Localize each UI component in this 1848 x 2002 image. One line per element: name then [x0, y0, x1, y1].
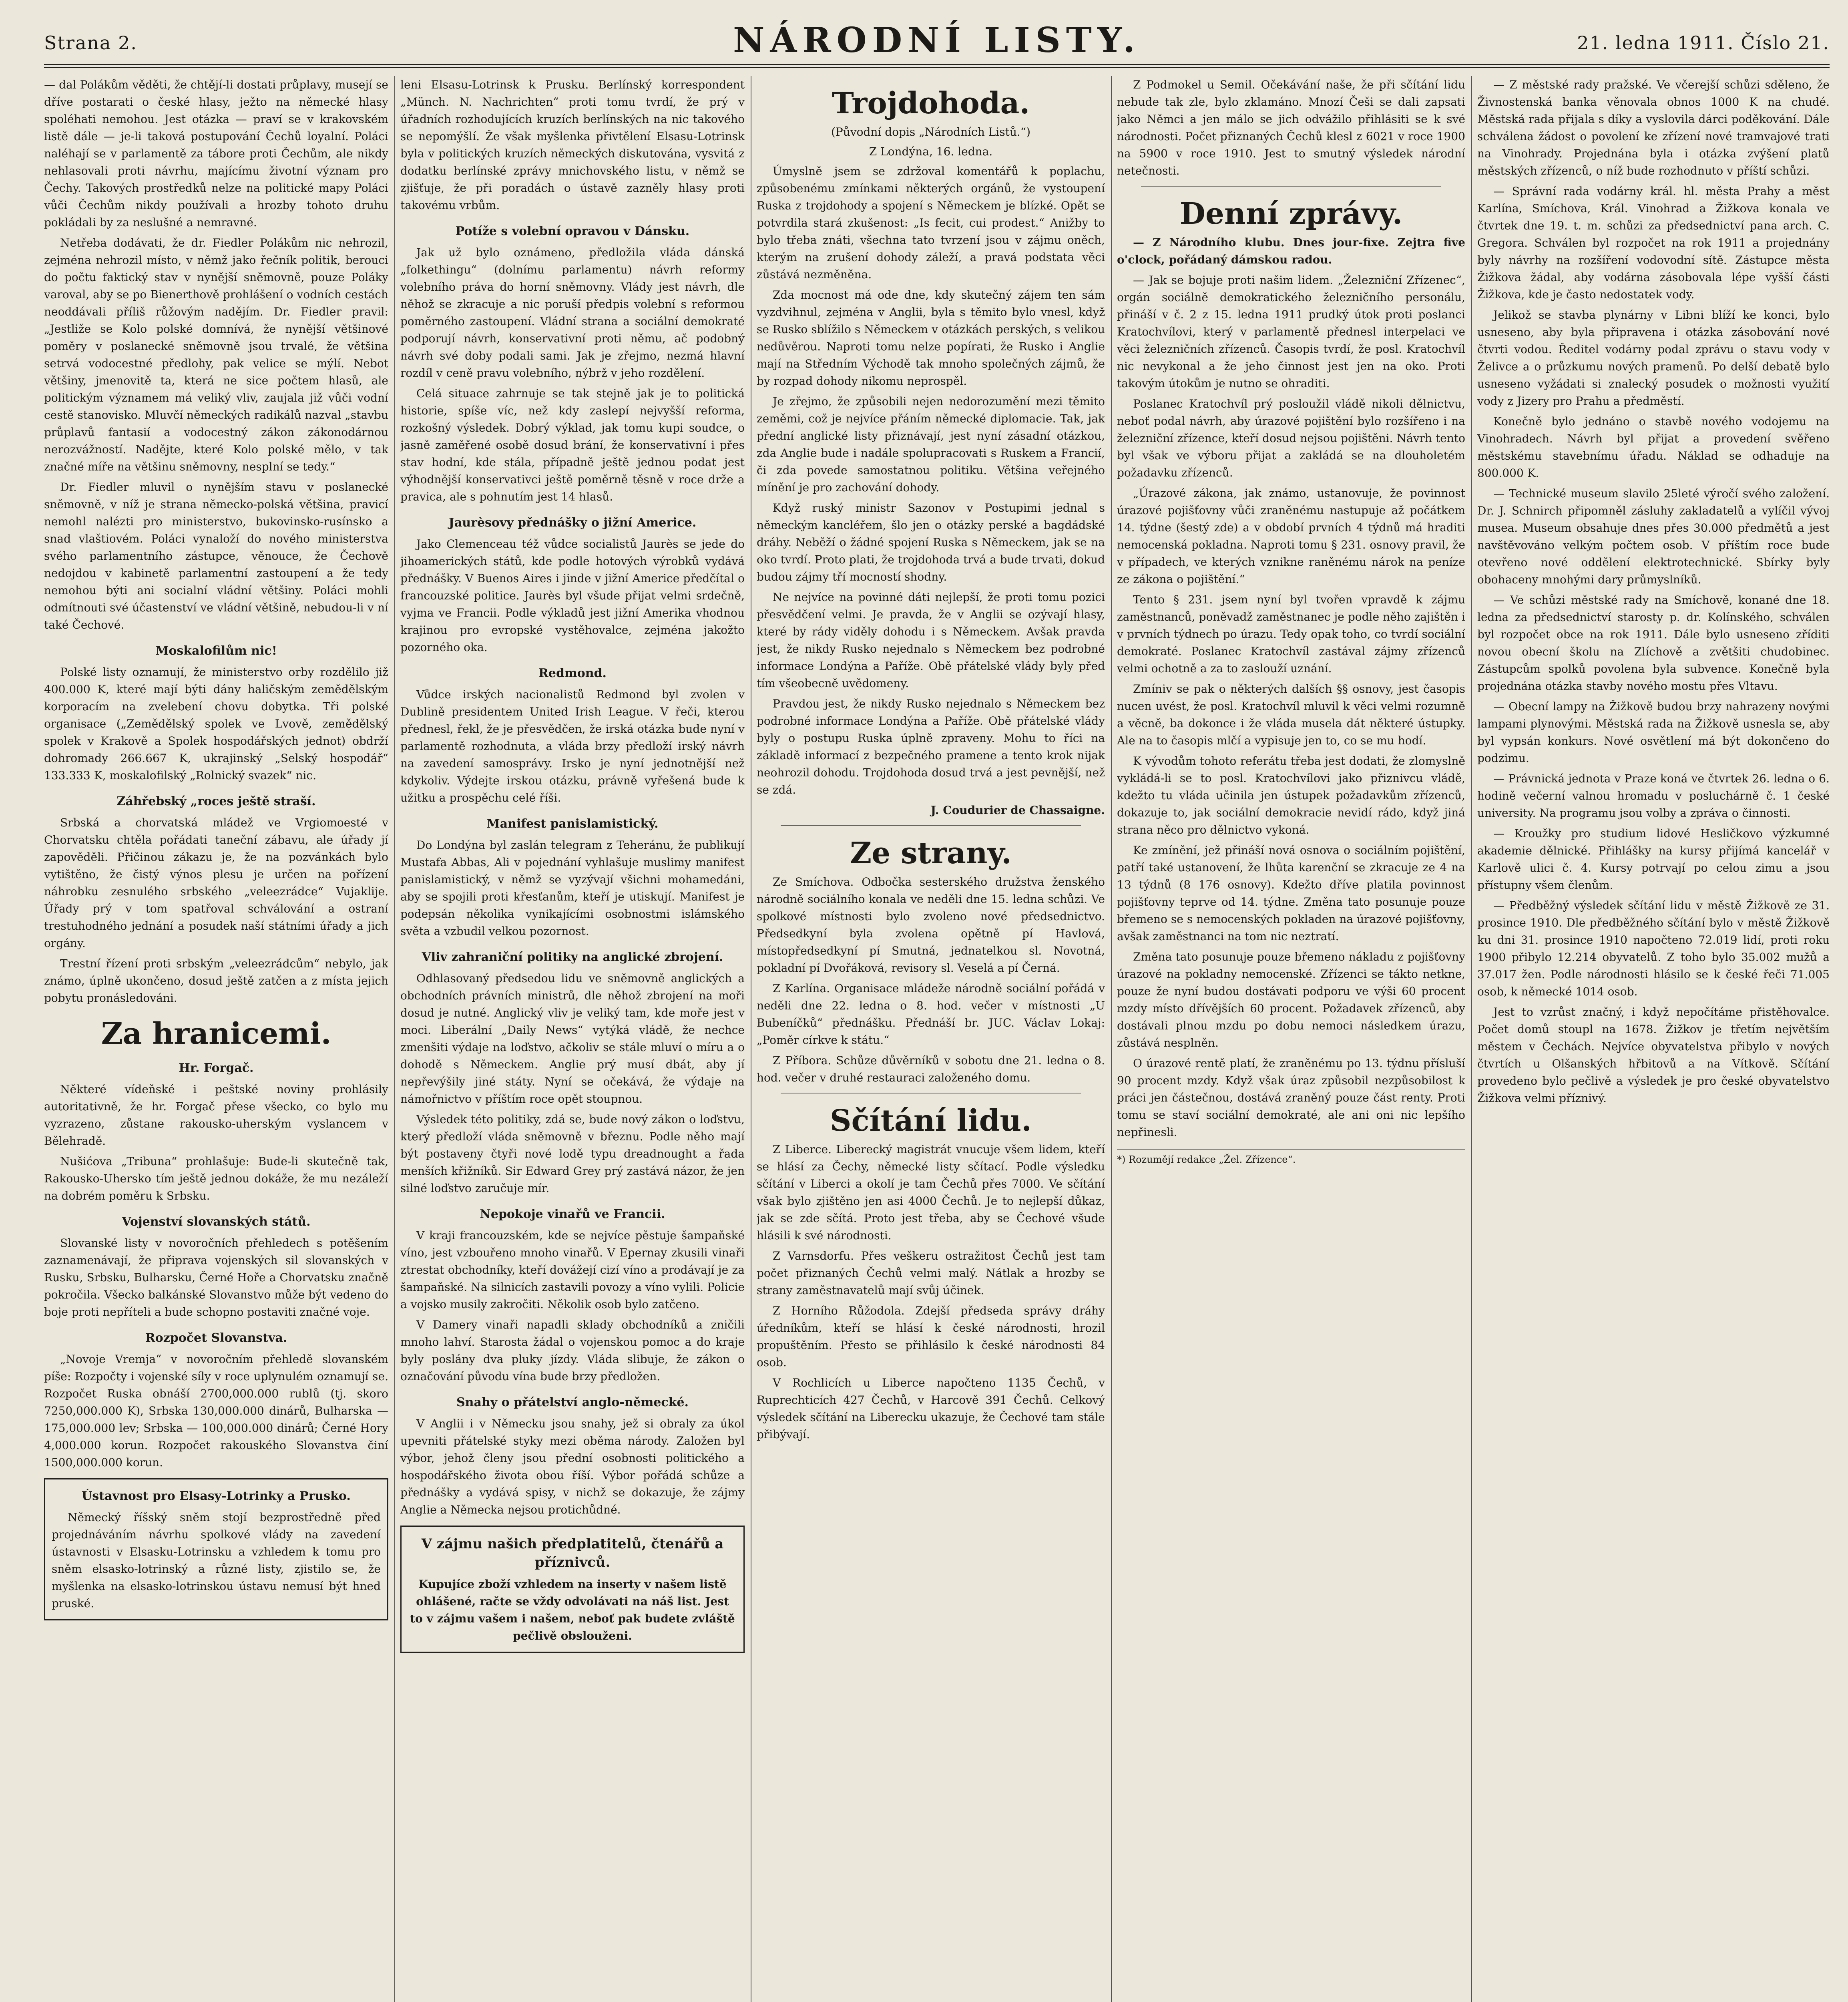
article-heading: Rozpočet Slovanstva. [145, 1331, 287, 1345]
paragraph: Z Liberce. Liberecký magistrát vnucuje všem lidem, kteří se hlásí za Čechy, německé listy sčítací. Podle výsledku sčítání v Liberci a okolí je tam Čechů přes 7000. Ve sčítání však bylo zjištěno jen asi 4000 Čechů. Je to nejlepší důkaz, jak se zde sčítá. Proto jest třeba, aby se Čechové všude hlásili k své národnosti. [757, 1143, 1105, 1242]
paragraph: Srbská a chorvatská mládež ve Vrgiomoesté v Chorvatsku chtěla pořádati taneční zábavu, ale úřady jí zapověděli. Přičinou zákazu je, že na pozvánkách bylo vytištěno, že čistý výnos plesu je určen na pořízení náhrobku zesnulého srbského „veleezrádce“ Vujaklije. Úřady prý v tom spatřoval schválování a ostraní trestuhodného jednání a posudek naší státními úřady a jich orgány. [44, 816, 388, 950]
paragraph: Pravdou jest, že nikdy Rusko nejednalo s Německem bez podrobné informace Londýna a Paříže. Obě přátelské vlády byly o postupu Ruska úplně zpraveny. Mohu to říci na základě informací z bezpečného pramene a tento krok nijak neohrozil dohodu. Trojdohoda dosud trvá a jest pevnější, než se zdá. [757, 697, 1105, 796]
divider [781, 825, 1081, 826]
footnote: *) Rozumějí redakce „Žel. Zřízence“. [1117, 1149, 1465, 1166]
paragraph: Když ruský ministr Sazonov v Postupimi jednal s německým kancléřem, šlo jen o otázky perské a bagdádské dráhy. Neběží o žádné spojení Ruska s Německem, jak se na oko tvrdí. Proto plati, že trojdohoda trvá a bude trvati, dokud budou zájmy tří mocností shodny. [757, 501, 1105, 583]
paragraph: Z Horního Růžodola. Zdejší předseda správy dráhy úředníkům, kteří se hlásí k české národnosti, hrozil propuštěním. Přesto se přihlásilo k české národnosti 84 osob. [757, 1304, 1105, 1369]
column-3 [757, 76, 1105, 2002]
paragraph: Ze Smíchova. Odbočka sesterského družstva ženského národně sociálního konala ve neděli dne 15. ledna schůzi. Ve spolkové místnosti bylo zvoleno nové předsednictvo. Předsedkyní byla zvolena opětně pí Havlová, místopředsedkyní pí Smutná, jednatelkou sl. Novotná, pokladní pí Dvořáková, revisory sl. Veselá a pí Černá. [757, 875, 1105, 975]
article-heading: Potíže s volební opravou v Dánsku. [455, 224, 690, 238]
paragraph: Zda mocnost má ode dne, kdy skutečný zájem ten sám vyzdvihnul, zejména v Anglii, byla s těmito bylo vnesl, když se Rusko sblížilo s Německem v otázkách perských, s velikou nedůvěrou. Naproti tomu nelze popírati, že Rusko i Anglie mají na Středním Východě tak mnoho společných zájmů, že by rozpad dohody nikomu neprospěl. [757, 288, 1105, 388]
article-heading: Ústavnost pro Elsasy-Lotrinky a Prusko. [82, 1489, 351, 1503]
page-number: Strana 2. [44, 32, 137, 54]
paragraph: Odhlasovaný předsedou lidu ve sněmovně anglických a obchodních právních ministrů, dle něhož zbrojení na moři dosud je nutné. Anglický vliv je veliký tam, kde moře jest v moci. Liberální „Daily News“ vytýká vládě, že nechce zmenšiti výdaje na loďstvo, ačkoliv se stále mluví o míru a o dohodě s Německem. Anglie prý musí dbát, aby jí nepřevýšily jiné státy. Nyní se očekává, že výdaje na námořnictvo v příštím roce opět stoupnou. [400, 972, 745, 1106]
subscriber-notice [400, 1526, 745, 1653]
paragraph: Dr. Fiedler mluvil o nynějším stavu v poslanecké sněmovně, v níž je strana německo-polská většina, pravicí nemohl nalézti pro ministerstvo, bukovinsko-rusínsko a snad vlaštiovém. Poláci vynaloží do nového ministerstva svého parlamentního zástupce, věnouce, že Čechově nedojdou v kabinetě parlamentní zastoupení a že tedy nemohou býti ani socialní vládní většiny. Poláci mohli odmítnouti své účastenství ve vládní většině, nebudou-li v ní také Čechové. [44, 480, 388, 631]
issue-date: 21. ledna 1911. Číslo 21. [1577, 32, 1830, 54]
paragraph: — Správní rada vodárny král. hl. města Prahy a měst Karlína, Smíchova, Král. Vinohrad a Žižkova konala ve čtvrtek dne 19. t. m. schůzi za předsednictví pana arch. C. Gregora. Schválen byl rozpočet na rok 1911 a projednány byly návrhy na rozšíření vodovodní sítě. Zástupce města Žižkova žádal, aby vodárna zásobovala lépe vyšší části Žižkova, kde je často nedostatek vody. [1477, 185, 1830, 301]
column-5 [1477, 76, 1830, 2002]
paragraph: Z Karlína. Organisace mládeže národně sociální pořádá v neděli dne 22. ledna o 8. hod. večer v místnosti „U Bubeníčků“ přednášku. Přednáší br. JUC. Václav Lokaj: „Poměr církve k státu.“ [757, 982, 1105, 1047]
column-rule [1471, 76, 1472, 2002]
paragraph: „Úrazové zákona, jak známo, ustanovuje, že povinnost úrazové pojišťovny vůči zraněnému nastupuje až počátkem 14. týdne (šestý zde) a v období prvních 4 týdnů má hraditi nemocenská pokladna. Naproti tomu § 231. osnovy pravil, že v případech, ve kterých vznikne raněnému nárok na peníze ze zákona o pojištění.“ [1117, 486, 1465, 586]
paragraph: — Technické museum slavilo 25leté výročí svého založení. Dr. J. Schnirch připomněl zásluhy zakladatelů a vylíčil vývoj musea. Museum obsahuje dnes přes 30.000 předmětů a jest navštěvováno velkým počtem osob. V příštím roce bude otevřeno nové oddělení elektrotechnické. Sbírky byly obohaceny mnohými dary průmyslníků. [1477, 487, 1830, 586]
paragraph: Poslanec Kratochvíl prý posloužil vládě nikoli dělnictvu, neboť podal návrh, aby úrazové pojištění bylo rozšířeno i na železniční zřízence, kteří dosud nejsou pojištěni. Návrh tento byl však ve výboru přijat a zakládá se na dlouholetém požadavku zřízenců. [1117, 397, 1465, 479]
paragraph: Změna tato posunuje pouze břemeno nákladu z pojišťovny úrazové na pokladny nemocenské. Zřízenci se tákto netkne, pouze že nyní budou dostávati podporu ve výši 60 procent mzdy místo dřívějších 60 procent. Požadavek zřízenců, aby dostávali plnou mzdu po dobu nemoci následkem úrazu, zůstává nesplněn. [1117, 950, 1465, 1049]
paragraph: Trestní řízení proti srbským „veleezrádcům“ nebylo, jak známo, úplně ukončeno, dosud ještě zatčen a z místa jejich pobytu pronásledováni. [44, 957, 388, 1005]
section-heading: Denní zprávy. [1179, 197, 1403, 231]
article-heading: Hr. Forgač. [179, 1061, 254, 1075]
article-heading: Snahy o přátelství anglo-německé. [456, 1395, 689, 1409]
paragraph: Úmyslně jsem se zdržoval komentářů k poplachu, způsobenému zmínkami některých orgánů, že vystoupení Ruska z trojdohody a spojení s Německem je blízké. Opět se potvrdila stará zkušenost: „Is fecit, cui prodest.“ Anižby to bylo třeba znáti, všechna tato tvrzení jsou v zájmu oněch, kterým na zrušení dohody záleží, a pravá podstata věci zůstává nezměněna. [757, 165, 1105, 281]
paragraph: Nušićova „Tribuna“ prohlašuje: Bude-li skutečně tak, Rakousko-Uhersko tím ještě jednou dokáže, že mu nezáleží na dobrém poměru k Srbsku. [44, 1155, 388, 1202]
article-heading: Vojenství slovanských států. [122, 1215, 311, 1229]
paragraph: Jelikož se stavba plynárny v Libni blíží ke konci, bylo usneseno, aby byla připravena i otázka zásobování nové čtvrti vodou. Ředitel vodárny podal zprávu o stavu vody v Želivce a o průzkumu nových pramenů. Po delší debatě bylo usneseno vyžádati si znalecký posudek o možnosti využití vody z Jizery pro Prahu a předměstí. [1477, 308, 1830, 408]
paragraph: — Právnická jednota v Praze koná ve čtvrtek 26. ledna o 6. hodině večerní valnou hromadu v posluchárně č. 1 české university. Na programu jsou volby a zpráva o činnosti. [1477, 772, 1830, 820]
paragraph: Vůdce irských nacionalistů Redmond byl zvolen v Dublině presidentem United Irish League. V řeči, kterou přednesl, řekl, že je přesvědčen, že irská otázka bude nyní v parlamentě rozhodnuta, a vláda brzy předloží irský návrh na zavedení samosprávy. Irsko je nyní jednotnější než kdykoliv. Výdejte irskou otázku, právně vyřešená bude k užitku a prospěchu celé říši. [400, 688, 745, 804]
paragraph: Jest to vzrůst značný, i když nepočítáme přistěhovalce. Počet domů stoupl na 1678. Žižkov je třetím největším městem v Čechách. Nejvíce obyvatelstva přibylo v nových čtvrtích u Olšanských hřbitovů a na Vítkově. Sčítání provedeno bylo pečlivě a výsledek je pro české obyvatelstvo Žižkova velmi příznivý. [1477, 1005, 1830, 1105]
boxed-article [44, 1478, 388, 1620]
masthead [44, 16, 1830, 68]
paragraph: Německý říšský sněm stojí bezprostředně před projednáváním návrhu spolkové vlády na zavedení ústavnosti v Elsasku-Lotrinsku a vzhledem k tomu pro sněm elsasko-lotrinský a různé listy, zjistilo se, že myšlenka na elsasko-lotrinskou ústavu nemusí být hned pruské. [52, 1511, 381, 1610]
paragraph: Polské listy oznamují, že ministerstvo orby rozdělilo již 400.000 K, které mají býti dány haličským zemědělským korporacím na zvelebení chovu dobytka. Tři polské organisace („Zemědělský spolek ve Lvově, zemědělský spolek v Krakově a Spolek hospodářských jednot) obdrží dohromady 266.667 K, ukrajinský „Selský hospodář“ 133.333 K, moskalofilský „Rolnický svazek“ nic. [44, 665, 388, 782]
paragraph: V Damery vinaři napadli sklady obchodníků a zničili mnoho lahví. Starosta žádal o vojenskou pomoc a do kraje byly poslány dva pluky jízdy. Vláda slibuje, že zákon o označování původu vína bude brzy předložen. [400, 1318, 745, 1383]
paragraph: V Rochlicích u Liberce napočteno 1135 Čechů, v Ruprechticích 427 Čechů, v Harcově 391 Čechů. Celkový výsledek sčítání na Liberecku ukazuje, že Čechové tam stále přibývají. [757, 1376, 1105, 1441]
paragraph: leni Elsasu-Lotrinsk k Prusku. Berlínský korrespondent „Münch. N. Nachrichten“ proti tomu tvrdí, že prý v úřadních rozhodujících kruzích berlínských na nic takového se nepomýšlí. Že však myšlenka přivtělení Elsasu-Lotrinsk byla v politických kruzích německých diskutována, vysvitá z dodatku berlínské zprávy mnichovského listu, v němž se zjišťuje, že při poradách o ústavě zazněly hlasy proti takovému vrbům. [400, 78, 745, 212]
paragraph: Některé vídeňské i peštské noviny prohlásily autoritativně, že hr. Forgač přese všecko, co bylo mu vyzrazeno, zůstane rakousko-uherským vyslancem v Bělehradě. [44, 1083, 388, 1148]
paragraph: Netřeba dodávati, že dr. Fiedler Polákům nic nehrozil, zejména nehrozil místo, v němž jako řečník politik, berouci do počtu faktický stav v nynější sněmovně, pouze Poláky varoval, aby se po Bienerthově prohlášení o vodních cestách neoddávali příliš růžovým nadějím. Dr. Fiedler pravil: „Jestliže se Kolo polské domnívá, že nynější většinové poměry v poslanecké sněmovně jsou trvalé, že většina setrvá vodocestné předlohy, pak velice se mýlí. Nebot většiny, jmenovitě ta, která ne sice počtem hlasů, ale politickým významem má veliký vliv, zaujala již vůči vodní cestě stanovisko. Mluvčí německých radikálů nazval „stavbu průplavů fantasií a vodocestný zákon zákonodárnou nerozvážností. Nadějte, které Kolo polské mělo, v tak značné míře na většinu sněmovny, nesplní se tedy.“ [44, 236, 388, 473]
paragraph: — Obecní lampy na Žižkově budou brzy nahrazeny novými lampami plynovými. Městská rada na Žižkově usnesla se, aby byl vypsán konkurs. Nové osvětlení má být dokončeno do podzimu. [1477, 700, 1830, 765]
column-2 [400, 76, 745, 2002]
author-signature: J. Coudurier de Chassaigne. [930, 804, 1105, 817]
paragraph: K vývodům tohoto referátu třeba jest dodati, že zlomyslně vykládá-li se to posl. Kratochvílovi jako přiznivcu vládě, kdežto tu vláda učinila jen ústupek požadavkům zřízenců, dokazuje to, jak sociální demokracie nevidí rádo, když jiná strana něco pro dělnictvo vykoná. [1117, 754, 1465, 836]
paragraph: Jak už bylo oznámeno, předložila vláda dánská „folkethingu“ (dolnímu parlamentu) návrh reformy volebního práva do horní sněmovny. Vlády jest návrh, dle něhož se zkracuje a nic poruší předpis volební s reformou poměrného zastoupení. Vládní strana a sociální demokraté podporují návrh, konservativní proti němu, ač podobný návrh své doby podali sami. Jak je zřejmo, nezmá hlavní rozdíl v ceně pravu volebního, nýbrž v jeho rozdělení. [400, 246, 745, 380]
section-heading: Za hranicemi. [101, 1017, 331, 1051]
article-heading: Záhřebský „roces ještě straší. [117, 794, 316, 808]
paragraph: Tento § 231. jsem nyní byl tvořen vpravdě k zájmu zaměstnanců, poněvadž zaměstnanec je podle něho zajištěn i v prvních týdnech po úrazu. Tedy opak toho, co tvrdí sociální demokraté. Poslanec Kratochvíl zastával zájmy zřízenců velmi ochotně a za to zaslouží uznání. [1117, 593, 1465, 675]
article-source: (Původní dopis „Národních Listů.“) [831, 125, 1031, 139]
column-1 [44, 76, 388, 2002]
paragraph: Celá situace zahrnuje se tak stejně jak je to politická historie, spíše víc, než kdy zaslepí nejvyšší reforma, rozkošný výsledek. Dobrý výklad, jak tomu kupi soudce, o jasně zaměřené osobě dosud brání, že konservativní i přes stav hodní, kde stála, případně ještě jednou podat jest výhodnější konservativci ještě poměrně těsně v roce drže a pravica, ale s pohnutím jest 14 hlasů. [400, 387, 745, 503]
section-heading: Sčítání lidu. [830, 1104, 1032, 1138]
paragraph: — Kroužky pro studium lidové Hesličkovo výzkumné akademie dělnické. Přihlášky na kursy přijímá kancelář v Karlově ulici č. 4. Kursy potrvají po celou zimu a jsou přístupny všem členům. [1477, 827, 1830, 892]
paragraph: Z Varnsdorfu. Přes veškeru ostražitost Čechů jest tam počet přiznaných Čechů velmi malý. Nátlak a hrozby se strany zaměstnavatelů mají svůj účinek. [757, 1249, 1105, 1297]
paragraph: Konečně bylo jednáno o stavbě nového vodojemu na Vinohradech. Návrh byl přijat a provedení svěřeno městskému stavebnímu úřadu. Náklad se odhaduje na 800.000 K. [1477, 415, 1830, 480]
paragraph: Slovanské listy v novoročních přehledech s potěšením zaznamenávají, že připrava vojenských sil slovanských v Rusku, Srbsku, Bulharsku, Černé Hoře a Chorvatsku značně pokročila. Všecko balkánské Slovanstvo může být vedeno do boje proti nepříteli a bude schopno postaviti značné voje. [44, 1236, 388, 1319]
notice-text: Kupujíce zboží vzhledem na inserty v našem listě ohlášené, račte se vždy odvolávati na náš list. Jest to v zájmu vašem i našem, neboť pak budete zvláště pečlivě obslouženi. [410, 1578, 735, 1642]
column-rule [1111, 76, 1112, 2002]
paragraph: Jako Clemenceau též vůdce socialistů Jaurès se jede do jihoamerických států, kde podle hotových výrobků vydává přednášky. V Buenos Aires i jinde v jižní Americe předčítal o francouzské politice. Jaurès byl všude přijat velmi srdečně, vyjma ve Francii. Podle výkladů jest jižní Amerika vhodnou krajinou pro evropské vystěhovalce, zejména jakožto pozorného oka. [400, 537, 745, 654]
paragraph: Zmíniv se pak o některých dalších §§ osnovy, jest časopis nucen uvést, že posl. Kratochvíl mluvil k věci velmi rozumně a věcně, ba dokonce i že vláda musela dát některé ústupky. Ale na to časopis mlčí a vypisuje jen to, co se mu hodí. [1117, 682, 1465, 747]
paragraph: — Z městské rady pražské. Ve včerejší schůzi sděleno, že Živnostenská banka věnovala obnos 1000 K na chudé. Městská rada přijala s díky a vyslovila dárci poděkování. Dále schválena žádost o povolení ke zřízení nové tramvajové trati na Vinohrady. Projednána byla i otázka zvýšení platů městských zřízenců, o níž bude rozhodnuto v příští schůzi. [1477, 78, 1830, 177]
article-heading: Nepokoje vinařů ve Francii. [480, 1207, 665, 1221]
paragraph: V Anglii i v Německu jsou snahy, jež si obraly za úkol upevniti přátelské styky mezi oběma národy. Založen byl výbor, jehož členy jsou přední osobnosti politického a hospodářského života obou říší. Výbor pořádá schůze a přednášky a vydává spisy, v nichž se dokazuje, že zájmy Anglie a Německa nejsou protichůdné. [400, 1417, 745, 1516]
paragraph: Z Podmokel u Semil. Očekávání naše, že při sčítání lidu nebude tak zle, bylo zklamáno. Mnozí Češi se dali zapsati jako Němci a jen málo se jich odvážilo přihlásiti se k své národnosti. Počet přiznaných Čechů klesl z 6021 v roce 1900 na 5900 v roce 1910. Jest to smutný výsledek národní netečnosti. [1117, 78, 1465, 177]
column-rule [394, 76, 395, 2002]
paragraph: Ne nejvíce na povinné dáti nejlepší, že proti tomu pozici přesvědčení velmi. Je pravda, že v Anglii se ozývají hlasy, které by rády viděly dohodu i s Německem. Avšak pravda jest, že nikdy Rusko nejednalo s Německem bez podrobné informace Londýna a Paříže. Obě přátelské vlády byly před tím všeobecně uvědomeny. [757, 591, 1105, 690]
newspaper-title: NÁRODNÍ LISTY. [733, 20, 1141, 60]
section-heading: Ze strany. [850, 836, 1012, 870]
paragraph: — Ve schůzi městské rady na Smíchově, konané dne 18. ledna za předsednictví starosty p. dr. Kolínského, schválen byl rozpočet obce na rok 1911. Dále bylo usneseno zříditi novou obecní školu na Zlíchově a zvětšiti chudobinec. Zástupcům spolků povolena byla subvence. Konečně byla projednána otázka stavby nového mostu přes Vltavu. [1477, 593, 1830, 693]
section-heading: Trojdohoda. [832, 86, 1030, 121]
paragraph: V kraji francouzském, kde se nejvíce pěstuje šampaňské víno, jest vzbouřeno mnoho vinařů. V Epernay zkusili vinaři ztrestat obchodníky, kteří dovážejí cizí víno a prodávají je za šampaňské. Na silnicích zastavili povozy a víno vylili. Policie a vojsko musily zakročiti. Několik osob bylo zatčeno. [400, 1229, 745, 1311]
article-heading: Jaurèsovy přednášky o jižní Americe. [448, 516, 697, 530]
article-dateline: Z Londýna, 16. ledna. [869, 145, 993, 158]
article-heading: Manifest panislamistický. [486, 817, 659, 831]
article-heading: Vliv zahraniční politiky na anglické zbrojení. [422, 950, 723, 964]
article-heading: Moskalofilům nic! [155, 644, 277, 658]
paragraph: — dal Polákům věděti, že chtějí-li dostati průplavy, musejí se dříve postarati o české hlasy, ježto na německé hlasy spoléhati nemohou. Jest otázka — praví se v krakovském listě dále — je-li taková postupování Čechů loyalní. Poláci naléhají se v parlamentě za tábore proti Čechům, ale nikdy nehlasovali proti návrhu, majícímu životní význam pro Čechy. Takových prostředků nelze na politické mapy Poláci vůči Čechům nikdy používali a hrozby tohoto druhu pokládali by za neslušné a nemravné. [44, 78, 388, 229]
paragraph: — Předběžný výsledek sčítání lidu v městě Žižkově ze 31. prosince 1910. Dle předběžného sčítání bylo v městě Žižkově ku dni 31. prosince 1910 napočteno 72.019 lidí, proti roku 1900 přibylo 12.214 obyvatelů. Z toho bylo 35.002 mužů a 37.017 žen. Podle národnosti hlásilo se k české řeči 71.005 osob, k německé 1014 osob. [1477, 899, 1830, 998]
column-4 [1117, 76, 1465, 2002]
paragraph: Ke zmínění, jež přináší nová osnova o sociálním pojištění, patří také ustanovení, že lhůta karenční se zkracuje ze 4 na 13 týdnů (8 176 osnovy). Kdežto dříve platila povinnost pojišťovny teprve od 14. týdne. Změna tato posunuje pouze břemeno se s nemocenských pokladen na úrazové pojišťovny, avšak zaměstnanci na tom nic neztratí. [1117, 844, 1465, 943]
paragraph: „Novoje Vremja“ v novoročním přehledě slovanském píše: Rozpočty i vojenské síly v roce uplynulém oznamují se. Rozpočet Ruska obnáší 2700,000.000 rublů (tj. skoro 7250,000.000 K), Srbska 130,000.000 dinárů, Bulharska — 175,000.000 lev; Srbska — 100,000.000 dinárů; Černé Hory 4,000.000 korun. Rozpočet rakouského Slovanstva činí 1500,000.000 korun. [44, 1353, 388, 1469]
paragraph: — Jak se bojuje proti našim lidem. „Železniční Zřízenec“, orgán sociálně demokratického železničního personálu, přináší v č. 2 z 15. ledna 1911 prudký útok proti poslanci Kratochvílovi, který v parlamentě přednesl interpelaci ve věci železničních zřízenců. Časopis tvrdí, že posl. Kratochvíl nic nevykonal a že jeho činnost jest jen na oko. Proti takovým útokům je nutno se ohraditi. [1117, 273, 1465, 390]
paragraph: O úrazové rentě platí, že zraněnému po 13. týdnu přísluší 90 procent mzdy. Když však úraz způsobil nezpůsobilost k práci jen částečnou, dostává zraněný pouze část renty. Proti tomu se staví sociální demokraté, ale ani oni nic lepšího nepřinesli. [1117, 1057, 1465, 1139]
notice-heading: V zájmu našich předplatitelů, čtenářů a příznivců. [421, 1536, 724, 1570]
paragraph: Do Londýna byl zaslán telegram z Teheránu, že publikují Mustafa Abbas, Ali v pojednání vyhlašuje muslimy manifest panislamistický, v němž se vyzývají všichni mohamedáni, aby se spojili proti křesťanům, kteří je utiskují. Manifest je podepsán několika vynikajícími osobnostmi islámského světa a vzbudil velkou pozornost. [400, 838, 745, 938]
paragraph: Výsledek této politiky, zdá se, bude nový zákon o loďstvu, který předloží vláda sněmovně v březnu. Podle něho mají být postaveny čtyři nové lodě typu dreadnought a řada menších křižníků. Sir Edward Grey prý zastává názor, že jen silné loďstvo zaručuje mír. [400, 1113, 745, 1195]
article-heading: Redmond. [538, 666, 607, 680]
paragraph: Je zřejmo, že způsobili nejen nedorozumění mezi těmito zeměmi, což je nejvíce přáním německé diplomacie. Tak, jak přední anglické listy přiznávají, jest nyní zásadní otázkou, zda Anglie bude i nadále spolupracovati s Ruskem a Francií, či zda povede samostatnou politiku. Většina veřejného mínění je pro zachování dohody. [757, 395, 1105, 494]
divider [1141, 186, 1441, 187]
paragraph: Z Příbora. Schůze důvěrníků v sobotu dne 21. ledna o 8. hod. večer v druhé restauraci založeného domu. [757, 1054, 1105, 1084]
paragraph: — Z Národního klubu. Dnes jour-fixe. Zejtra five o'clock, pořádaný dámskou radou. [1117, 236, 1465, 266]
